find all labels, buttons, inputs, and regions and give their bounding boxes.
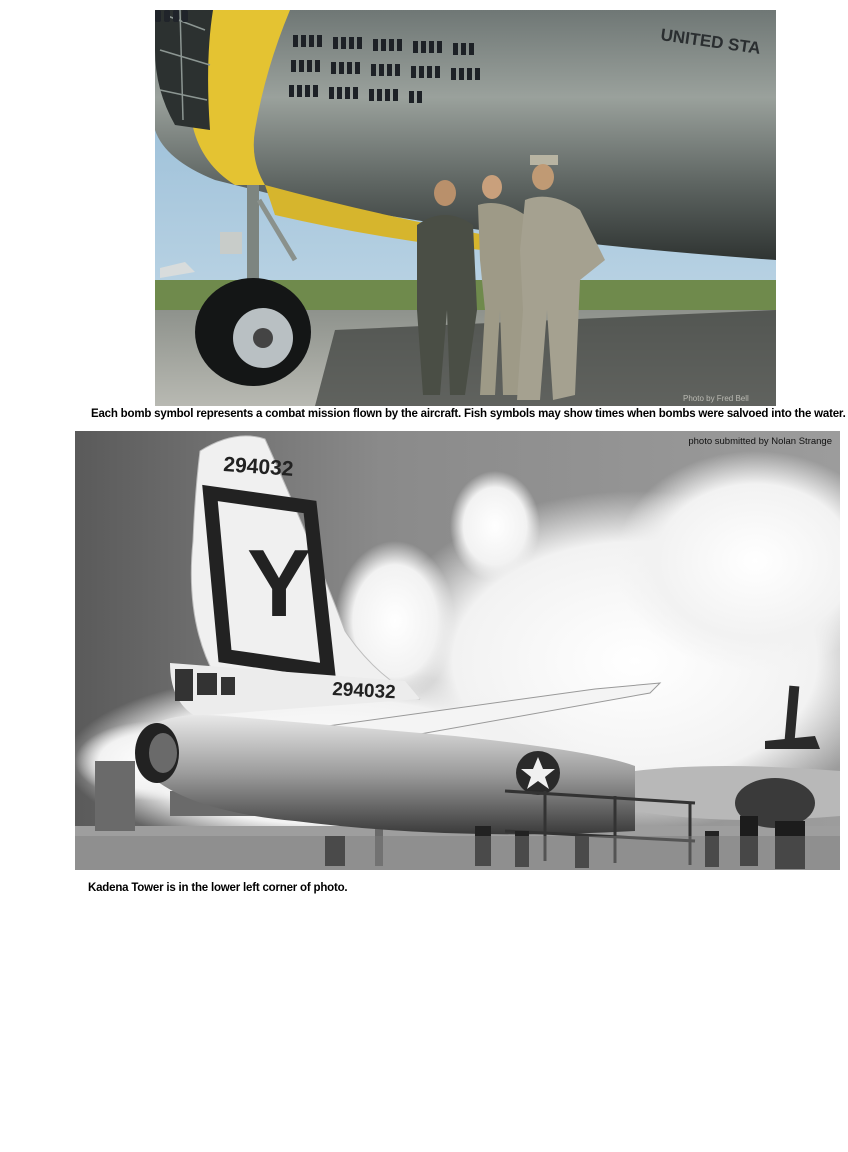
b29-tail-image [75, 431, 840, 870]
photo-credit: photo submitted by Nolan Strange [688, 436, 832, 447]
tail-number-lower: 294032 [331, 679, 397, 704]
tail-number-top: 294032 [222, 453, 295, 481]
tail-letter: Y [247, 530, 312, 637]
b29-nose-image [155, 10, 776, 406]
caption-bomb-symbols: Each bomb symbol represents a combat mission flown by the aircraft. Fish symbols may show times when bombs were salvoed into the water. [91, 408, 846, 420]
photo-b29-tail [75, 431, 840, 870]
photo-watermark: Photo by Fred Bell [683, 394, 749, 403]
photo-b29-nose-crew [155, 10, 776, 406]
caption-kadena-tower: Kadena Tower is in the lower left corner of photo. [88, 882, 348, 894]
fuselage-lettering: UNITED STA [659, 25, 762, 58]
